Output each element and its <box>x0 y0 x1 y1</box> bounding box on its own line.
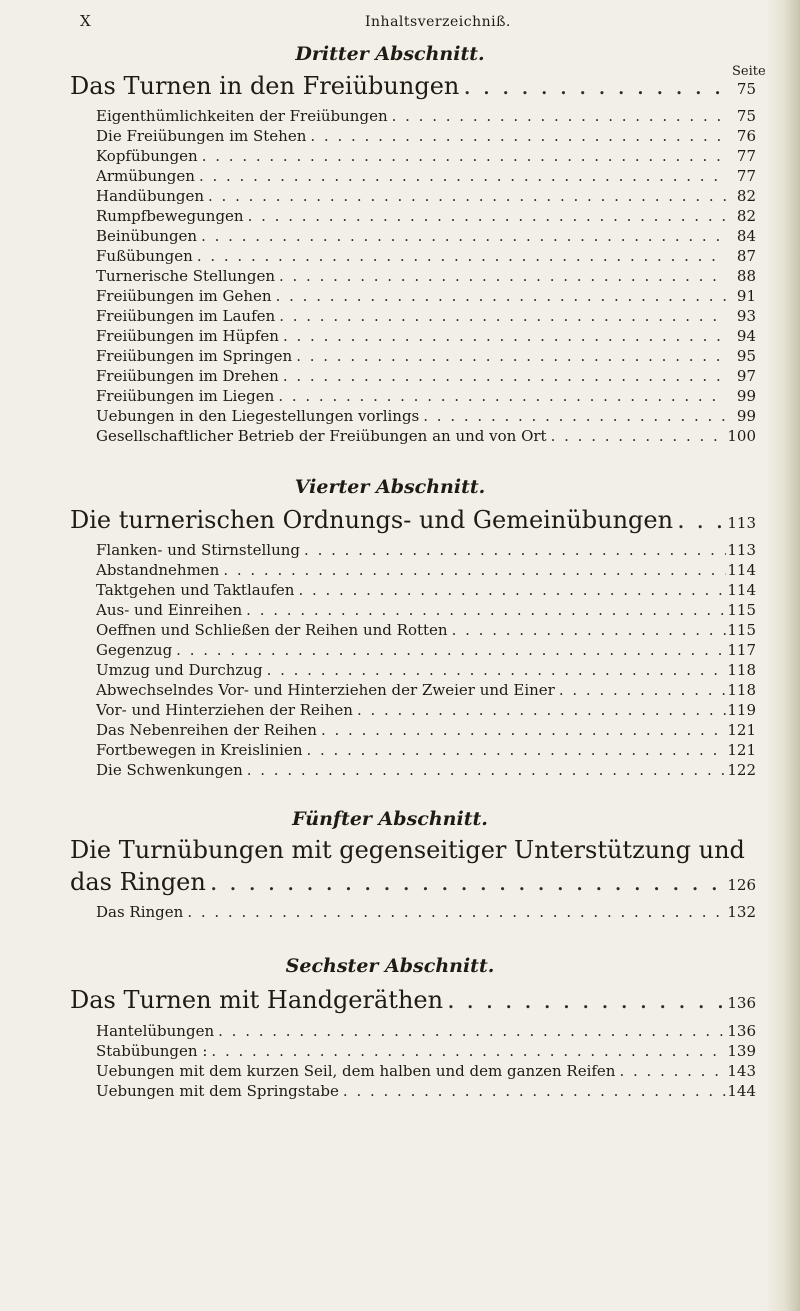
toc-entry-page: 118 <box>727 661 756 679</box>
toc-entry-page: 91 <box>736 287 756 305</box>
toc-entry <box>96 227 756 247</box>
toc-entry-text: Freiübungen im Springen <box>96 347 293 365</box>
dot-leader <box>263 661 726 679</box>
section-title-row <box>70 868 756 900</box>
toc-entry-page: 114 <box>727 561 756 579</box>
toc-entry-text: Die Schwenkungen <box>96 761 243 779</box>
toc-entry-text: Fortbewegen in Kreislinien <box>96 741 303 759</box>
section-title-line: Die Turnübungen mit gegenseitiger Unterstützung und <box>70 836 745 864</box>
section-title-row <box>70 72 756 104</box>
dot-leader <box>339 1082 726 1100</box>
toc-entry-page: 84 <box>736 227 756 245</box>
toc-entry-text: Abstandnehmen <box>96 561 220 579</box>
dot-leader <box>204 187 726 205</box>
section-title: Die turnerischen Ordnungs- und Gemeinübungen <box>70 506 674 534</box>
toc-entry-page: 121 <box>727 721 756 739</box>
dot-leader <box>275 267 726 285</box>
toc-entry <box>96 387 756 407</box>
toc-entry-page: 114 <box>727 581 756 599</box>
toc-entry <box>96 147 756 167</box>
section-title-page: 113 <box>727 514 756 532</box>
toc-entry <box>96 761 756 781</box>
section-heading: Sechster Abschnitt. <box>285 955 495 977</box>
toc-entry-page: 132 <box>727 903 756 921</box>
toc-entry <box>96 621 756 641</box>
toc-entry <box>96 167 756 187</box>
dot-leader <box>615 1062 726 1080</box>
dot-leader <box>294 581 726 599</box>
toc-entry-text: Freiübungen im Gehen <box>96 287 272 305</box>
dot-leader <box>555 681 726 699</box>
dot-leader <box>275 307 726 325</box>
toc-entry-text: Hantelübungen <box>96 1022 215 1040</box>
toc-entry-text: Fußübungen <box>96 247 193 265</box>
toc-entry <box>96 307 756 327</box>
dot-leader <box>274 387 726 405</box>
toc-entry-page: 118 <box>727 681 756 699</box>
section-heading: Dritter Abschnitt. <box>295 43 485 65</box>
toc-entry <box>96 581 756 601</box>
dot-leader <box>300 541 726 559</box>
toc-entry-page: 93 <box>736 307 756 325</box>
toc-entry-page: 119 <box>727 701 756 719</box>
dot-leader <box>443 986 726 1014</box>
toc-entry-text: Handübungen <box>96 187 205 205</box>
toc-entry-page: 95 <box>736 347 756 365</box>
section-title-row <box>70 506 756 538</box>
dot-leader <box>219 561 726 579</box>
toc-entry-page: 88 <box>736 267 756 285</box>
toc-entry-text: Uebungen in den Liegestellungen vorlings <box>96 407 420 425</box>
toc-entry-page: 82 <box>736 207 756 225</box>
section-heading: Vierter Abschnitt. <box>294 476 486 498</box>
running-header <box>0 12 780 34</box>
toc-entry-text: Rumpfbewegungen <box>96 207 244 225</box>
dot-leader <box>292 347 726 365</box>
toc-entry <box>96 427 756 447</box>
dot-leader <box>214 1022 726 1040</box>
dot-leader <box>183 903 726 921</box>
toc-entry-text: Freiübungen im Liegen <box>96 387 275 405</box>
toc-entry <box>96 1042 756 1062</box>
toc-entry <box>96 187 756 207</box>
toc-entry-text: Die Freiübungen im Stehen <box>96 127 307 145</box>
toc-entry-text: Armübungen <box>96 167 195 185</box>
toc-entry <box>96 267 756 287</box>
dot-leader <box>198 147 726 165</box>
dot-leader <box>317 721 726 739</box>
toc-entry-page: 115 <box>727 601 756 619</box>
toc-entry <box>96 107 756 127</box>
dot-leader <box>547 427 726 445</box>
toc-entry <box>96 541 756 561</box>
toc-entry <box>96 207 756 227</box>
toc-entry <box>96 701 756 721</box>
toc-entry-page: 99 <box>736 387 756 405</box>
section-title-row <box>70 986 756 1018</box>
toc-entry-text: Oeffnen und Schließen der Reihen und Rotten <box>96 621 448 639</box>
toc-entry <box>96 287 756 307</box>
toc-entry <box>96 347 756 367</box>
toc-entry-text: Das Nebenreihen der Reihen <box>96 721 317 739</box>
dot-leader <box>172 641 726 659</box>
dot-leader <box>419 407 726 425</box>
dot-leader <box>242 601 726 619</box>
section-title: Das Turnen in den Freiübungen <box>70 72 460 100</box>
toc-entry-text: Vor- und Hinterziehen der Reihen <box>96 701 353 719</box>
dot-leader <box>353 701 726 719</box>
dot-leader <box>243 761 726 779</box>
toc-entry-text: Eigenthümlichkeiten der Freiübungen <box>96 107 388 125</box>
toc-entry-page: 136 <box>727 1022 756 1040</box>
toc-entry-page: 75 <box>736 107 756 125</box>
dot-leader <box>279 367 726 385</box>
toc-entry <box>96 367 756 387</box>
dot-leader <box>673 506 726 534</box>
toc-entry-page: 97 <box>736 367 756 385</box>
toc-entry <box>96 641 756 661</box>
toc-entry-page: 77 <box>736 167 756 185</box>
dot-leader <box>388 107 726 125</box>
toc-entry-text: Stabübungen : <box>96 1042 208 1060</box>
toc-entry-page: 115 <box>727 621 756 639</box>
page-number: X <box>80 12 91 30</box>
toc-entry-text: Aus- und Einreihen <box>96 601 243 619</box>
toc-entry-page: 117 <box>727 641 756 659</box>
toc-entry-text: Freiübungen im Laufen <box>96 307 276 325</box>
dot-leader <box>206 868 726 896</box>
dot-leader <box>306 127 726 145</box>
toc-entry-page: 144 <box>727 1082 756 1100</box>
toc-entry <box>96 601 756 621</box>
section-title: das Ringen <box>70 868 206 896</box>
toc-entry-page: 99 <box>736 407 756 425</box>
section-heading: Fünfter Abschnitt. <box>292 808 488 830</box>
toc-entry <box>96 681 756 701</box>
toc-entry-text: Gesellschaftlicher Betrieb der Freiübungen an und von Ort <box>96 427 547 445</box>
toc-entry-text: Freiübungen im Hüpfen <box>96 327 279 345</box>
dot-leader <box>272 287 726 305</box>
seite-label: Seite <box>732 64 766 79</box>
toc-entry <box>96 247 756 267</box>
section-title-page: 136 <box>727 994 756 1012</box>
toc-entry-page: 121 <box>727 741 756 759</box>
section-title-page: 126 <box>727 876 756 894</box>
toc-entry-page: 122 <box>727 761 756 779</box>
toc-entry <box>96 903 756 923</box>
toc-entry-text: Gegenzug <box>96 641 173 659</box>
dot-leader <box>244 207 726 225</box>
dot-leader <box>207 1042 726 1060</box>
dot-leader <box>195 167 726 185</box>
toc-entry <box>96 127 756 147</box>
toc-entry-page: 82 <box>736 187 756 205</box>
toc-entry-page: 139 <box>727 1042 756 1060</box>
toc-entry-text: Uebungen mit dem kurzen Seil, dem halben und dem ganzen Reifen <box>96 1062 616 1080</box>
toc-entry-text: Abwechselndes Vor- und Hinterziehen der Zweier und Einer <box>96 681 555 699</box>
toc-entry-text: Kopfübungen <box>96 147 198 165</box>
toc-entry-page: 77 <box>736 147 756 165</box>
section-title-page: 75 <box>736 80 756 98</box>
dot-leader <box>459 72 726 100</box>
toc-entry-text: Das Ringen <box>96 903 184 921</box>
toc-entry-text: Flanken- und Stirnstellung <box>96 541 301 559</box>
toc-entry <box>96 1062 756 1082</box>
toc-entry <box>96 327 756 347</box>
toc-entry-page: 87 <box>736 247 756 265</box>
toc-entry-text: Freiübungen im Drehen <box>96 367 279 385</box>
toc-entry <box>96 741 756 761</box>
toc-entry <box>96 1082 756 1102</box>
toc-entry-text: Uebungen mit dem Springstabe <box>96 1082 339 1100</box>
toc-entry-page: 143 <box>727 1062 756 1080</box>
toc-entry-page: 113 <box>727 541 756 559</box>
running-title: Inhaltsverzeichniß. <box>365 14 511 30</box>
toc-entry <box>96 1022 756 1042</box>
dot-leader <box>193 247 726 265</box>
toc-entry-text: Umzug und Durchzug <box>96 661 263 679</box>
section-title: Das Turnen mit Handgeräthen <box>70 986 444 1014</box>
dot-leader <box>279 327 726 345</box>
toc-entry <box>96 407 756 427</box>
toc-entry-page: 100 <box>727 427 756 445</box>
toc-entry <box>96 561 756 581</box>
toc-entry-text: Taktgehen und Taktlaufen <box>96 581 295 599</box>
dot-leader <box>302 741 726 759</box>
page-edge-shadow <box>766 0 800 1311</box>
dot-leader <box>197 227 726 245</box>
dot-leader <box>448 621 726 639</box>
toc-entry-text: Beinübungen <box>96 227 198 245</box>
toc-entry-text: Turnerische Stellungen <box>96 267 275 285</box>
toc-entry-page: 94 <box>736 327 756 345</box>
toc-entry <box>96 661 756 681</box>
toc-entry-page: 76 <box>736 127 756 145</box>
toc-entry <box>96 721 756 741</box>
